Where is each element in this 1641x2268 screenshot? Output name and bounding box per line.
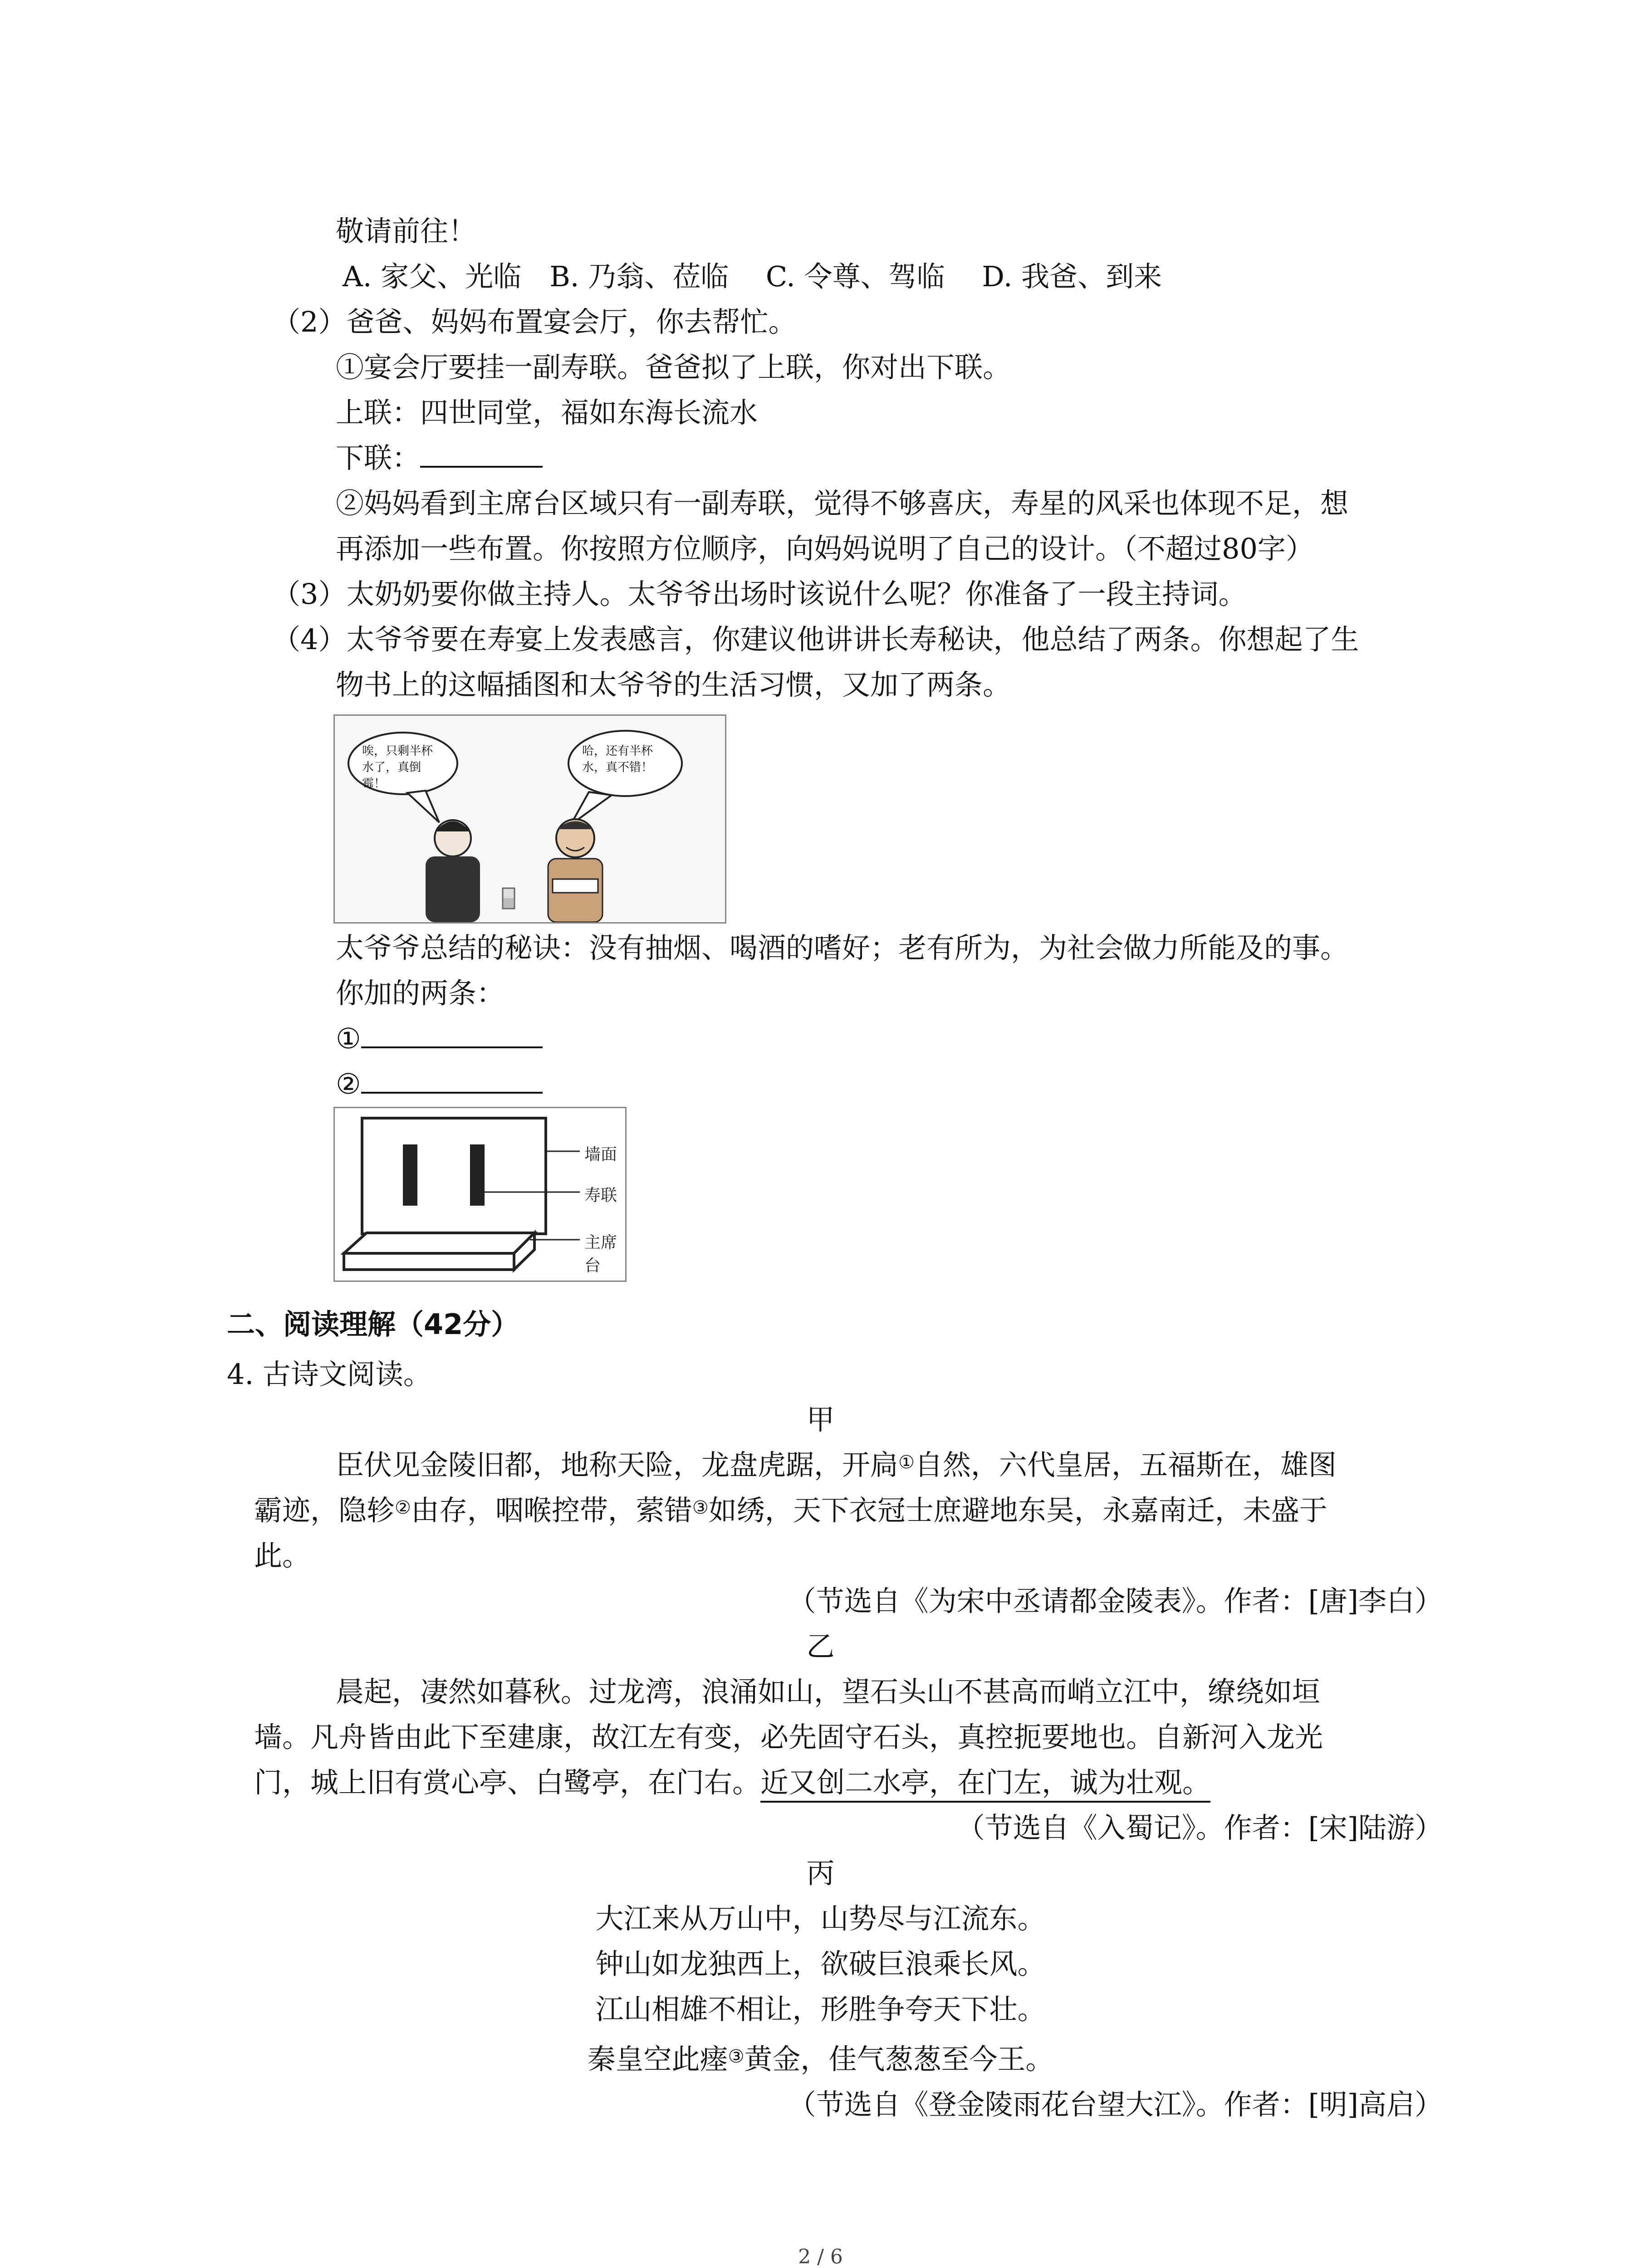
lower-couplet-blank[interactable] [420, 440, 543, 468]
item-2-row [336, 1066, 543, 1102]
bing-verse-1: 大江来从万山中，山势尽与江流东。 [595, 1902, 1046, 1935]
bing-verse-4 [0, 2041, 1641, 2077]
jia-line2 [254, 1492, 1327, 1529]
right-bubble-text: 哈，还有半杯水，真不错！ [582, 744, 653, 774]
yi-line1: 晨起，凄然如暮秋。过龙湾，浪涌如山，望石头山不甚高而峭立江中，缭绕如垣 [336, 1675, 1321, 1708]
q2-sub1: ①宴会厅要挂一副寿联。爸爸拟了上联，你对出下联。 [336, 351, 1011, 384]
q4-reading-stem: 4. 古诗文阅读。 [227, 1358, 431, 1391]
bing-verse-4-a: 秦皇空此瘗 [587, 2043, 728, 2076]
half-glass-illustration [333, 714, 726, 924]
bing-footnote-3: ③ [728, 2046, 745, 2067]
jia-heading: 甲 [806, 1403, 835, 1436]
jia-line1 [336, 1447, 1337, 1483]
q4-line2: 物书上的这幅插图和太爷爷的生活习惯，又加了两条。 [336, 668, 1011, 701]
q2-sub2-line1: ②妈妈看到主席台区域只有一副寿联，觉得不够喜庆，寿星的风采也体现不足，想 [336, 487, 1349, 520]
jia-line1-b: 自然，六代皇居，五福斯在，雄图 [914, 1448, 1337, 1481]
q2-sub2-line2: 再添加一些布置。你按照方位顺序，向妈妈说明了自己的设计。（不超过80字） [336, 532, 1314, 565]
label-couplet: 寿联 [584, 1186, 617, 1205]
q1-options: A. 家父、光临 B. 乃翁、莅临 C. 令尊、驾临 D. 我爸、到来 [343, 260, 1162, 293]
item-1-row [336, 1021, 543, 1057]
lower-couplet-row [336, 440, 543, 476]
item-1-blank[interactable] [361, 1021, 543, 1048]
yi-heading: 乙 [806, 1630, 835, 1663]
bing-source: （节选自《登金陵雨花台望大江》。作者：[明]高启） [788, 2088, 1443, 2121]
footnote-2: ② [395, 1497, 411, 1518]
footnote-1: ① [898, 1452, 915, 1473]
jia-line2-c: 如绣，天下衣冠士庶避地东吴，永嘉南迁，未盛于 [708, 1494, 1327, 1527]
jia-line2-a: 霸迹，隐轸 [254, 1494, 395, 1527]
left-bubble-text: 唉，只剩半杯水了，真倒霉！ [362, 744, 433, 791]
upper-couplet: 上联：四世同堂，福如东海长流水 [336, 396, 758, 429]
section-2-title: 二、阅读理解（42分） [227, 1308, 519, 1341]
stage-diagram [333, 1107, 627, 1282]
yi-line3 [254, 1765, 1210, 1801]
jia-line1-a: 臣伏见金陵旧都，地称天险，龙盘虎踞，开扃 [336, 1448, 899, 1481]
footnote-3: ③ [692, 1497, 709, 1518]
jia-line3: 此。 [254, 1539, 311, 1572]
jia-source: （节选自《为宋中丞请都金陵表》。作者：[唐]李白） [788, 1584, 1443, 1618]
item-2-blank[interactable] [361, 1066, 543, 1094]
bing-heading: 丙 [806, 1857, 835, 1890]
yi-line3-a: 门，城上旧有赏心亭、白鹭亭，在门右。 [254, 1766, 761, 1799]
grandpa-secret: 太爷爷总结的秘诀：没有抽烟、喝酒的嗜好；老有所为，为社会做力所能及的事。 [336, 931, 1349, 964]
bing-verse-2: 钟山如龙独西上，欲破巨浪乘长风。 [595, 1947, 1046, 1980]
yi-underlined-sentence: 近又创二水亭，在门左，诚为壮观。 [760, 1766, 1210, 1803]
label-stage: 主席台 [584, 1233, 617, 1275]
yi-source: （节选自《入蜀记》。作者：[宋]陆游） [956, 1811, 1443, 1844]
jia-line2-b: 由存，咽喉控带，萦错 [411, 1494, 692, 1527]
item-2-number: ② [336, 1067, 361, 1100]
bing-verse-3: 江山相雄不相让，形胜争夸天下壮。 [595, 1993, 1046, 2026]
q3-stem: （3）太奶奶要你做主持人。太爷爷出场时该说什么呢？你准备了一段主持词。 [272, 577, 1247, 611]
your-two-items: 你加的两条： [336, 977, 505, 1010]
yi-line2: 墙。凡舟皆由此下至建康，故江左有变，必先固守石头，真控扼要地也。自新河入龙光 [254, 1721, 1323, 1754]
q1-tail-line: 敬请前往！ [336, 215, 477, 248]
bing-verse-4-b: 黄金，佳气葱葱至今王。 [744, 2043, 1054, 2076]
label-wall: 墙面 [584, 1145, 617, 1164]
lower-couplet-label: 下联： [336, 441, 421, 474]
page-number: 2 / 6 [798, 2245, 843, 2268]
q4-line1: （4）太爷爷要在寿宴上发表感言，你建议他讲讲长寿秘诀，他总结了两条。你想起了生 [272, 623, 1359, 656]
stage-svg [335, 1108, 625, 1281]
q2-stem: （2）爸爸、妈妈布置宴会厅，你去帮忙。 [272, 305, 797, 338]
item-1-number: ① [336, 1022, 361, 1055]
